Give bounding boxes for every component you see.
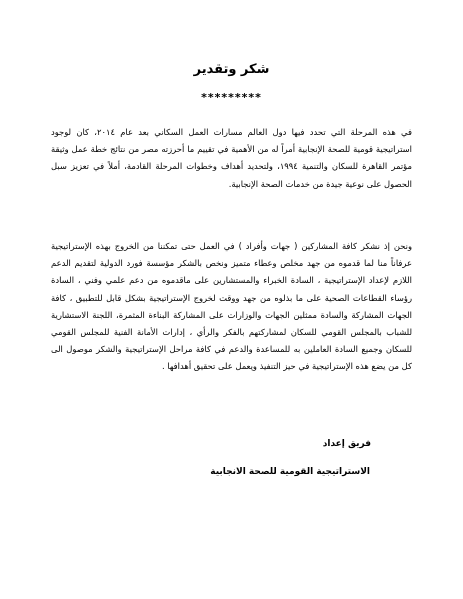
page-title: شكر وتقدير bbox=[193, 62, 270, 77]
signature-team: فريق إعداد bbox=[322, 439, 371, 449]
title-separator: ********* bbox=[201, 91, 262, 104]
paragraph-thanks: ونحن إذ نشكر كافة المشاركين ( جهات وأفراد ) في العمل حتى تمكننا من الخروج بهذه الإستراتيجية عرفاناً منا لما قدموه من جهد مخلص وعطاء متميز ونخص بالشكر مؤسسة فورد الدولية لتقديم الدعم اللازم لإعداد الإستراتيجية ، السادة الخبراء والمستشارين على ماقدموه من دعم علمي وفني ، السادة رؤساء القطاعات الصحية على ما بذلوه من جهد ووقت لخروج الإستراتيجية بشكل قابل للتطبيق ، كافة الجهات المشاركة والسادة ممثلين الجهات والوزارات على المشاركة البناءة المثمرة، اللجنة الاستشارية للشباب بالمجلس القومي للسكان لمشاركتهم بالفكر والرأي ، إدارات الأمانة الفنية للمجلس القومي للسكان وجميع السادة العاملين به للمساعدة والدعم في كافة مراحل الإستراتيجية والشكر موصول الى كل من يضع هذه الإستراتيجية في حيز التنفيذ ويعمل على تحقيق أهدافها . bbox=[51, 241, 412, 372]
signature-strategy: الاستراتيجية القومية للصحة الانجابية bbox=[210, 467, 370, 477]
paragraph-intro: في هذه المرحلة التي تحدد فيها دول العالم مسارات العمل السكاني بعد عام ٢٠١٤، كان لوجود استراتيجية قومية للصحة الإنجابية أمراً له من الأهمية في تقييم ما أحرزته مصر من نتائج خطة عمل وثيقة مؤتمر القاهرة للسكان والتنمية ١٩٩٤، ولتحديد أهداف وخطوات المرحلة القادمة، أملاً في تعزيز سبل الحصول على نوعية جيدة من خدمات الصحة الإنجابية. bbox=[51, 127, 412, 189]
